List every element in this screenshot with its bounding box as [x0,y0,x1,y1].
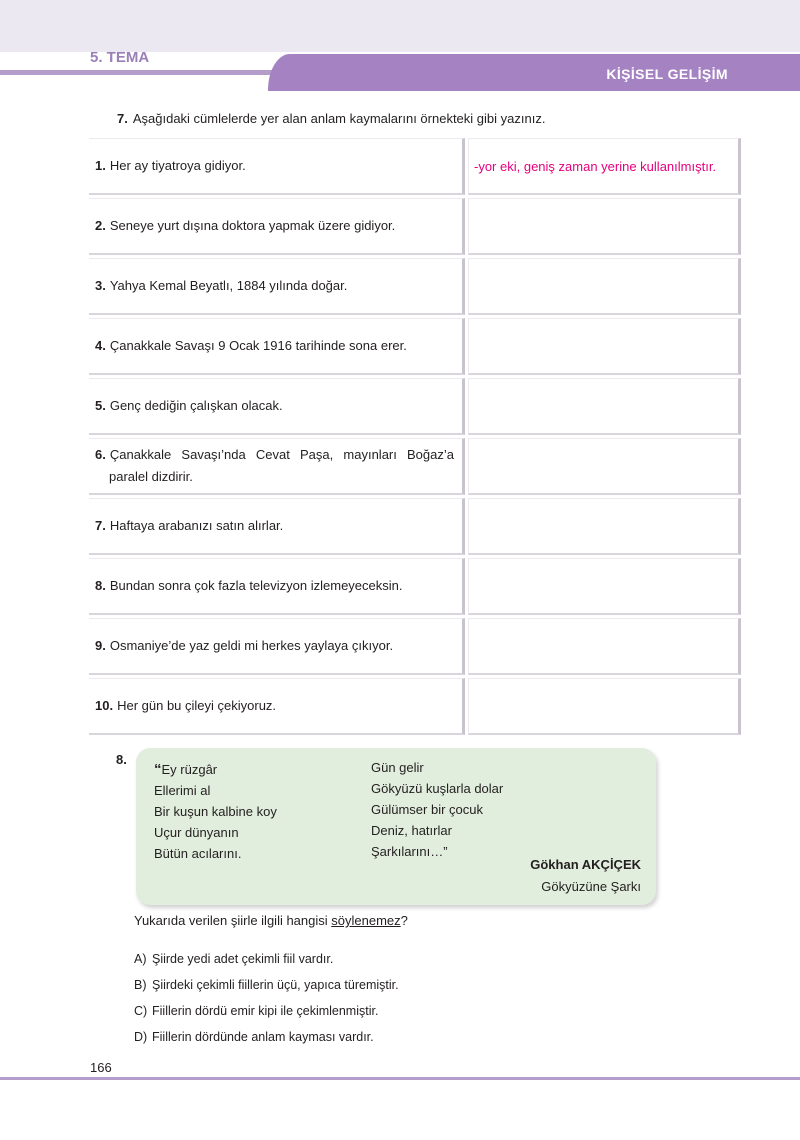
theme-underline [0,70,290,75]
sentence-text: Yahya Kemal Beyatlı, 1884 yılında doğar. [109,278,348,293]
sentence-cell [89,138,465,195]
poem-line: Gökyüzü kuşlarla dolar [371,781,504,796]
option-text: Fiillerin dördü emir kipi ile çekimlenmiştir. [152,1004,379,1018]
question-7-instruction [117,111,545,126]
question-text: Yukarıda verilen şiirle ilgili hangisi [134,913,332,928]
sentence-text: Seneye yurt dışına doktora yapmak üzere gidiyor. [109,218,396,233]
answer-cell[interactable] [468,198,741,255]
sentence-line-1 [95,444,454,466]
poem-line: Ellerimi al [154,783,211,798]
poem-line: Bütün acılarını. [154,846,242,861]
option-text: Şiirdeki çekimli fiillerin üçü, yapıca türemiştir. [152,978,399,992]
sentence-number: 7. [95,518,106,533]
sentence-cell [89,438,465,495]
poem-box [136,748,656,905]
table-row [89,318,741,375]
table-row [89,258,741,315]
sentence-cell [89,198,465,255]
sentence-text: Her ay tiyatroya gidiyor. [109,158,246,173]
top-band [0,0,800,52]
answer-cell[interactable] [468,558,741,615]
answer-cell[interactable] [468,678,741,735]
poem-line [154,759,277,780]
option-label: B) [134,978,147,992]
table-row [89,558,741,615]
answer-cell[interactable]: -yor eki, geniş zaman yerine kullanılmıştır. [468,138,741,195]
sentence-text: Çanakkale Savaşı’nda Cevat Paşa, mayınları Boğaz’a [109,447,454,462]
sentence-cell [89,618,465,675]
sentence-cell [89,258,465,315]
question-emphasis: söylenemez [331,913,401,928]
sentence-number: 8. [95,578,106,593]
option-label: A) [134,952,147,966]
poem-column-2 [371,757,503,862]
answer-cell[interactable] [468,318,741,375]
table-row [89,138,741,195]
sentence-cell [89,498,465,555]
open-quote: “ [154,761,162,778]
option-label: C) [134,1004,148,1018]
sentence-text: Osmaniye’de yaz geldi mi herkes yaylaya çıkıyor. [109,638,394,653]
theme-label: 5. TEMA [90,49,150,66]
table-row [89,498,741,555]
sentence-number: 6. [95,447,106,462]
table-row [89,378,741,435]
answer-cell[interactable] [468,498,741,555]
footer-line [0,1077,800,1080]
sentence-cell [89,318,465,375]
table-row [89,618,741,675]
sentence-wrap [95,444,454,488]
poem-line: Gün gelir [371,760,424,775]
poem-line: Şarkılarını…” [371,844,448,859]
answer-cell[interactable] [468,618,741,675]
poem-author: Gökhan AKÇİÇEK [530,857,641,872]
poem-line: Gülümser bir çocuk [371,802,483,817]
question-8-number: 8. [116,752,127,767]
option-label: D) [134,1030,148,1044]
sentence-text: Haftaya arabanızı satın alırlar. [109,518,284,533]
option-c[interactable] [134,998,399,1024]
question-8-prompt [134,913,408,928]
answer-cell[interactable] [468,438,741,495]
anlam-kaymasi-table [89,138,741,738]
option-b[interactable] [134,972,399,998]
sentence-number: 1. [95,158,106,173]
section-title: KİŞİSEL GELİŞİM [606,66,728,82]
poem-line: Bir kuşun kalbine koy [154,804,277,819]
answer-cell[interactable] [468,378,741,435]
answer-options [134,946,399,1050]
question-7-number: 7. [117,111,128,126]
option-text: Şiirde yedi adet çekimli fiil vardır. [152,952,334,966]
poem-column-1 [154,759,277,864]
question-mark: ? [400,913,408,928]
table-row [89,678,741,735]
sentence-number: 4. [95,338,106,353]
sentence-cell [89,558,465,615]
table-row [89,198,741,255]
table-row [89,438,741,495]
option-text: Fiillerin dördünde anlam kayması vardır. [152,1030,374,1044]
page-number: 166 [90,1060,112,1075]
poem-title: Gökyüzüne Şarkı [541,879,641,894]
poem-line: Uçur dünyanın [154,825,239,840]
question-7-text: Aşağıdaki cümlelerde yer alan anlam kaymalarını örnekteki gibi yazınız. [132,111,546,126]
sentence-number: 2. [95,218,106,233]
sentence-text: Çanakkale Savaşı 9 Ocak 1916 tarihinde sona erer. [109,338,407,353]
sentence-line-2: paralel dizdirir. [109,469,193,484]
sentence-cell [89,378,465,435]
sentence-number: 10. [95,698,114,713]
option-d[interactable] [134,1024,399,1050]
sentence-text: Genç dediğin çalışkan olacak. [109,398,283,413]
sentence-number: 9. [95,638,106,653]
poem-line-text: Ey rüzgâr [161,762,218,777]
answer-cell[interactable] [468,258,741,315]
sentence-number: 5. [95,398,106,413]
sentence-text: Her gün bu çileyi çekiyoruz. [117,698,277,713]
sentence-number: 3. [95,278,106,293]
option-a[interactable] [134,946,399,972]
sentence-text: Bundan sonra çok fazla televizyon izlemeyeceksin. [109,578,403,593]
poem-line: Deniz, hatırlar [371,823,452,838]
sentence-cell [89,678,465,735]
